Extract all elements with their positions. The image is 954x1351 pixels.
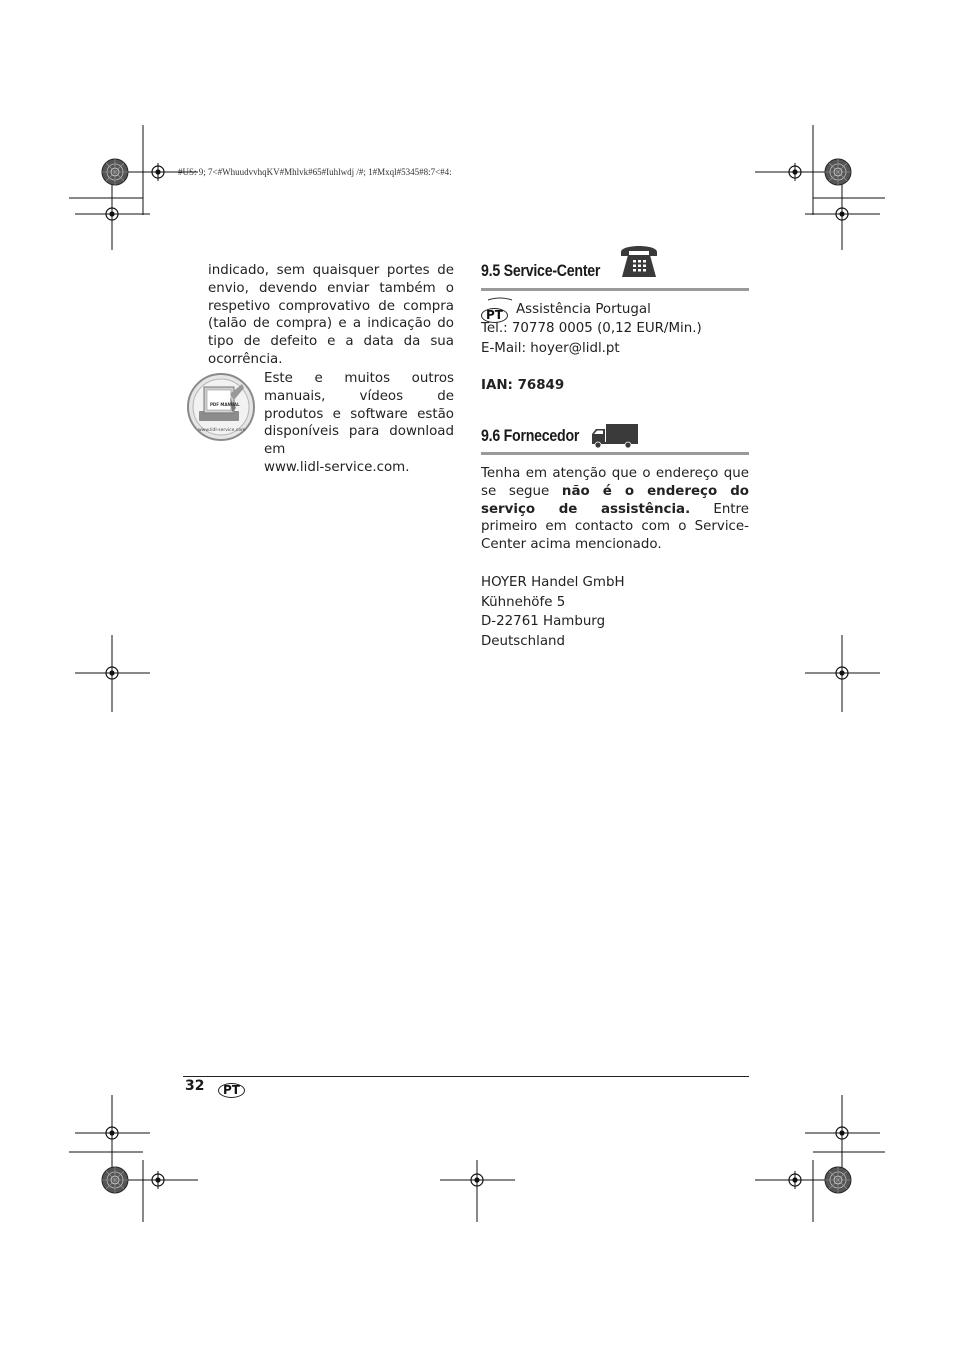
supplier-para-bold: não é o endereço do serviço de assistência.	[481, 483, 749, 517]
crop-lines	[69, 125, 885, 1222]
supplier-heading: 9.6 Fornecedor	[481, 427, 580, 445]
email-line[interactable]: E-Mail: hoyer@lidl.pt	[481, 341, 620, 356]
supplier-paragraph	[481, 465, 749, 554]
lidl-service-badge	[186, 372, 256, 442]
page-number: 32	[185, 1078, 205, 1094]
footer-pt-badge	[218, 1079, 245, 1098]
print-job-code: #US: 9; 7<#WhuudvvhqKV#Mhlvk#65#Iuhlwdj /#; 1#Mxql#5345#8:7<#4:	[178, 167, 452, 177]
pt-badge: PT	[481, 308, 508, 323]
telephone-icon	[618, 241, 660, 279]
service-center-heading: 9.5 Service-Center	[481, 262, 601, 280]
address-line: HOYER Handel GmbH	[481, 575, 625, 590]
lidl-badge-url: www.lidl-service.com	[198, 428, 246, 433]
lidl-badge-label: PDF MANUAL	[210, 402, 240, 407]
address-line: D-22761 Hamburg	[481, 614, 606, 629]
footer-rule	[183, 1076, 749, 1077]
pt-badge: PT	[218, 1083, 245, 1098]
supplier-rule	[481, 452, 749, 455]
supplier-para-start: Tenha em atenção que o endereço que se segue	[481, 466, 749, 499]
truck-icon	[591, 423, 639, 449]
ian-number: IAN: 76849	[481, 378, 565, 393]
supplier-address	[481, 573, 625, 651]
manuals-block	[264, 370, 454, 477]
manuals-url[interactable]: www.lidl-service.com.	[264, 459, 410, 475]
telephone-line: Tel.: 70778 0005 (0,12 EUR/Min.)	[481, 321, 702, 336]
address-line: Kühnehöfe 5	[481, 594, 566, 610]
warranty-paragraph: indicado, sem quaisquer portes de envio, devendo enviar também o respetivo comprovativo de compra (talão de compra) e a indicação do tipo de defeito e a data da sua ocorrência.	[208, 263, 454, 367]
service-center-rule	[481, 288, 749, 291]
country-line: Assistência Portugal	[516, 302, 651, 317]
address-line: Deutschland	[481, 633, 566, 649]
manuals-paragraph: Este e muitos outros manuais, vídeos de produtos e software estão disponíveis para download em	[264, 371, 454, 458]
supplier-para-end: Entre primeiro em contacto com o Service-Center acima mencionado.	[481, 501, 750, 553]
